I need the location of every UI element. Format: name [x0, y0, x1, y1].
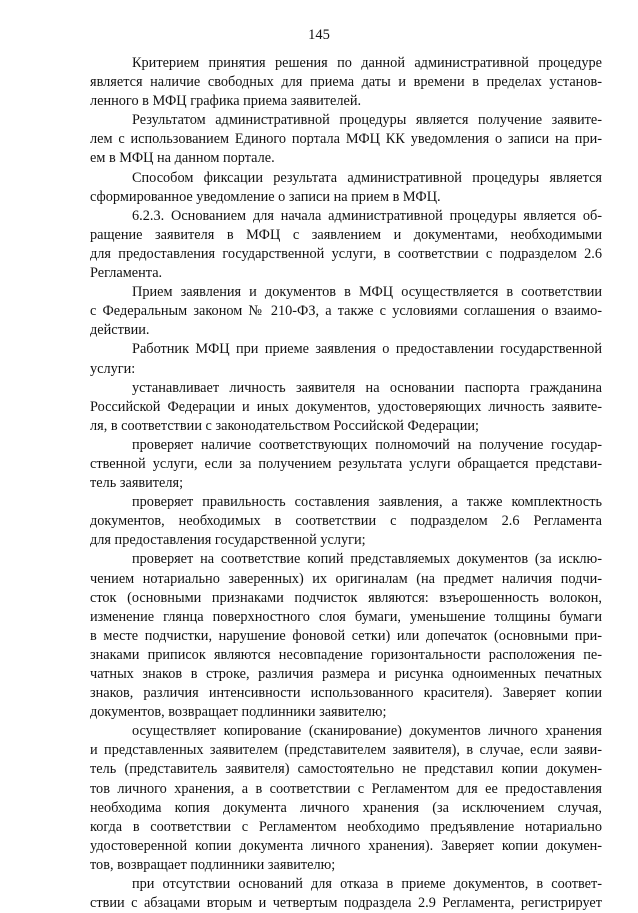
text-line: действии. [90, 322, 150, 339]
text-line: Работник МФЦ при приеме заявления о предоставлении государственной [132, 341, 602, 358]
text-line: необходима копия документа личного хранения (за исключением случая, [90, 799, 602, 816]
text-line: Способом фиксации результата административной процедуры является [132, 169, 602, 186]
text-line: проверяет наличие соответствующих полномочий на получение государ- [132, 436, 602, 453]
text-line: ля, в соответствии с законодательством Российской Федерации; [90, 417, 479, 434]
paragraph [90, 207, 602, 283]
page-number: 145 [308, 27, 330, 43]
text-line: знаков, различия интенсивности использованного красителя). Заверяет копии [90, 685, 602, 702]
text-line: Результатом административной процедуры является получение заявите- [132, 112, 602, 129]
text-line: чением нотариально заверенных) их оригиналам (на предмет наличия подчи- [90, 570, 602, 587]
paragraph [90, 550, 602, 722]
text-line: устанавливает личность заявителя на основании паспорта гражданина [132, 379, 602, 396]
text-line: ствии с абзацами вторым и четвертым подраздела 2.9 Регламента, регистрирует [90, 895, 602, 912]
text-line: проверяет правильность составления заявления, а также комплектность [132, 494, 602, 511]
paragraph [90, 436, 602, 493]
text-line: ленного в МФЦ графика приема заявителей. [90, 93, 362, 110]
paragraph [90, 283, 602, 340]
text-line: проверяет на соответствие копий представляемых документов (за исклю- [132, 551, 602, 568]
text-line: тель (представитель заявителя) самостоятельно не представил копии докумен- [90, 761, 602, 778]
document-body [90, 54, 602, 913]
text-line: услуги: [90, 360, 136, 377]
text-line: тов, возвращает подлинники заявителю; [90, 856, 336, 873]
text-line: сформированное уведомление о записи на прием в МФЦ. [90, 188, 441, 205]
text-line: тов личного хранения, а в соответствии с Регламентом для ее предоставления [90, 780, 602, 797]
paragraph [90, 111, 602, 168]
text-line: при отсутствии оснований для отказа в приеме документов, в соответ- [132, 876, 602, 893]
paragraph [90, 340, 602, 378]
text-line: документов, необходимых в соответствии с подразделом 2.6 Регламента [90, 513, 602, 530]
paragraph [90, 54, 602, 111]
text-line: Критерием принятия решения по данной административной процедуре [132, 55, 602, 71]
text-line: изменение глянца поверхностного слоя бумаги, уменьшение толщины бумаги [90, 608, 602, 625]
paragraph [90, 875, 602, 913]
text-line: тель заявителя; [90, 475, 184, 492]
text-line: ственной услуги, если за получением результата услуги обращается представи- [90, 455, 602, 472]
text-line: знаками приписок являются несовпадение горизонтальности расположения пе- [90, 646, 602, 663]
text-line: Российской Федерации и иных документов, удостоверяющих личность заявите- [90, 398, 602, 415]
text-line: лем с использованием Единого портала МФЦ КК уведомления о записи на при- [90, 131, 602, 148]
text-line: Регламента. [90, 265, 163, 282]
text-line: и представленных заявителем (представителем заявителя), в случае, если заяви- [90, 742, 602, 759]
text-line: осуществляет копирование (сканирование) документов личного хранения [132, 723, 602, 740]
text-line: в месте подчистки, нарушение фоновой сетки) или допечаток (основными при- [90, 627, 602, 644]
text-line: с Федеральным законом № 210-ФЗ, а также с условиями соглашения о взаимо- [90, 303, 602, 320]
text-line: для предоставления государственной услуги, в соответствии с подразделом 2.6 [90, 245, 602, 262]
text-line: является наличие свободных для приема даты и времени в пределах установ- [90, 74, 602, 91]
text-line: документов, возвращает подлинники заявителю; [90, 704, 387, 721]
text-line: сток (основными признаками подчисток являются: взъерошенность волокон, [90, 589, 602, 606]
text-line: Прием заявления и документов в МФЦ осуществляется в соответствии [132, 284, 602, 301]
paragraph [90, 379, 602, 436]
paragraph [90, 169, 602, 207]
text-line: ращение заявителя в МФЦ с заявлением и документами, необходимыми [90, 226, 602, 243]
text-line: ем в МФЦ на данном портале. [90, 150, 275, 167]
text-line: удостоверенной копии документа личного хранения). Заверяет копии докумен- [90, 837, 602, 854]
text-line: для предоставления государственной услуги; [90, 532, 366, 549]
text-line: когда в соответствии с Регламентом необходимо предъявление нотариально [90, 818, 602, 835]
paragraph [90, 493, 602, 550]
paragraph [90, 722, 602, 875]
text-line: 6.2.3. Основанием для начала административной процедуры является об- [132, 207, 602, 224]
text-line: чатных знаков в строке, различия размера и рисунка одноименных печатных [90, 666, 602, 682]
